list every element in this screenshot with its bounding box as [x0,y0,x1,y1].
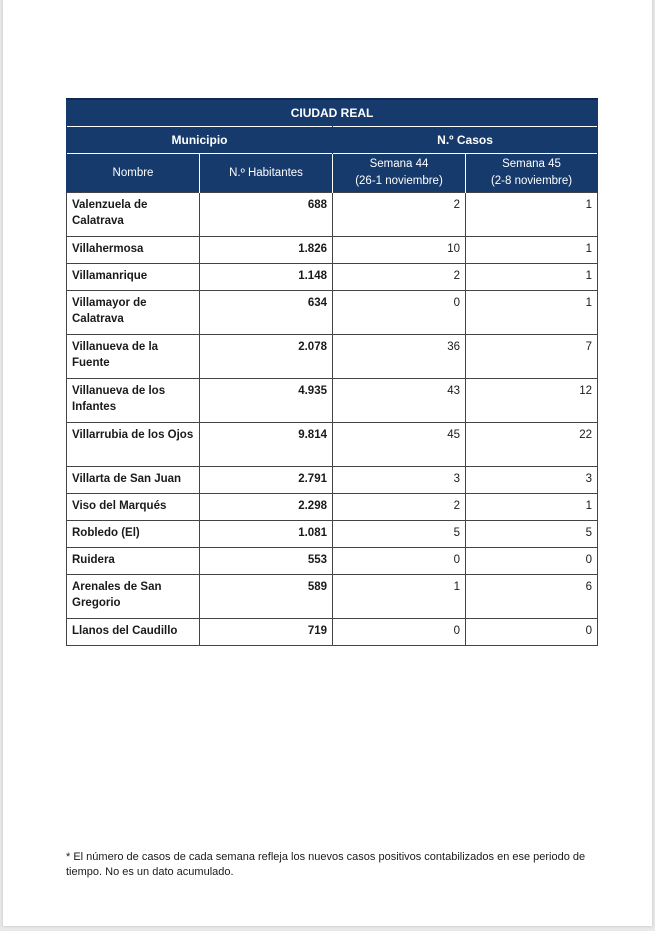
cell-semana44: 0 [333,291,466,335]
cell-semana44: 2 [333,193,466,237]
cell-semana44: 43 [333,379,466,423]
cell-habitantes: 4.935 [200,379,333,423]
cell-nombre: Llanos del Caudillo [67,619,200,646]
column-header-semana45 [466,154,598,193]
cell-semana44: 0 [333,548,466,575]
cell-semana45: 0 [466,548,598,575]
column-header-nombre: Nombre [67,154,200,193]
cell-habitantes: 2.791 [200,467,333,494]
cell-nombre: Villanueva de los Infantes [67,379,200,423]
table-row [67,575,598,619]
cell-semana45: 22 [466,423,598,467]
cell-habitantes: 2.298 [200,494,333,521]
cell-semana45: 1 [466,237,598,264]
cell-habitantes: 9.814 [200,423,333,467]
group-header-municipio: Municipio [67,127,333,154]
footnote: * El número de casos de cada semana refleja los nuevos casos positivos contabilizados en ese periodo de tiempo. No es un dato acumulado. [66,851,586,878]
table-row [67,548,598,575]
cell-semana45: 1 [466,193,598,237]
table-row [67,193,598,237]
cell-habitantes: 1.826 [200,237,333,264]
column-header-habitantes: N.º Habitantes [200,154,333,193]
cell-nombre: Valenzuela de Calatrava [67,193,200,237]
cell-habitantes: 719 [200,619,333,646]
cell-semana44: 10 [333,237,466,264]
column-header-semana44 [333,154,466,193]
column-header-row [67,154,598,193]
cell-semana44: 45 [333,423,466,467]
cell-habitantes: 1.148 [200,264,333,291]
cell-habitantes: 2.078 [200,335,333,379]
cell-nombre: Villarrubia de los Ojos [67,423,200,467]
cell-nombre: Arenales de San Gregorio [67,575,200,619]
cell-semana44: 0 [333,619,466,646]
cell-habitantes: 589 [200,575,333,619]
cell-nombre: Villahermosa [67,237,200,264]
semana45-range: (2-8 noviembre) [490,175,573,187]
cell-semana44: 3 [333,467,466,494]
table-row [67,335,598,379]
cell-nombre: Villamanrique [67,264,200,291]
cell-nombre: Ruidera [67,548,200,575]
table-row [67,379,598,423]
group-header-casos: N.º Casos [333,127,598,154]
cell-habitantes: 1.081 [200,521,333,548]
table-row [67,264,598,291]
semana45-label: Semana 45 [502,158,561,170]
table-row [67,521,598,548]
semana44-label: Semana 44 [369,158,429,170]
cell-nombre: Villanueva de la Fuente [67,335,200,379]
table-title: CIUDAD REAL [67,99,598,127]
cell-semana45: 12 [466,379,598,423]
cell-nombre: Villarta de San Juan [67,467,200,494]
cell-semana44: 2 [333,264,466,291]
cell-semana44: 5 [333,521,466,548]
cell-semana45: 1 [466,494,598,521]
table-row [67,423,598,467]
cell-habitantes: 634 [200,291,333,335]
cell-semana45: 1 [466,291,598,335]
cell-semana45: 6 [466,575,598,619]
cell-semana45: 1 [466,264,598,291]
group-header-row [67,127,598,154]
table-row [67,291,598,335]
document-page [3,0,652,926]
cell-semana44: 2 [333,494,466,521]
cell-semana44: 36 [333,335,466,379]
table-row [67,494,598,521]
table-row [67,619,598,646]
table-title-row [67,99,598,127]
cell-semana45: 0 [466,619,598,646]
cell-habitantes: 553 [200,548,333,575]
cell-nombre: Villamayor de Calatrava [67,291,200,335]
cell-habitantes: 688 [200,193,333,237]
cell-semana44: 1 [333,575,466,619]
cell-nombre: Viso del Marqués [67,494,200,521]
table-row [67,467,598,494]
table-row [67,237,598,264]
cell-semana45: 5 [466,521,598,548]
cases-table [66,98,598,646]
cell-semana45: 3 [466,467,598,494]
cell-semana45: 7 [466,335,598,379]
semana44-range: (26-1 noviembre) [355,175,443,187]
cell-nombre: Robledo (El) [67,521,200,548]
